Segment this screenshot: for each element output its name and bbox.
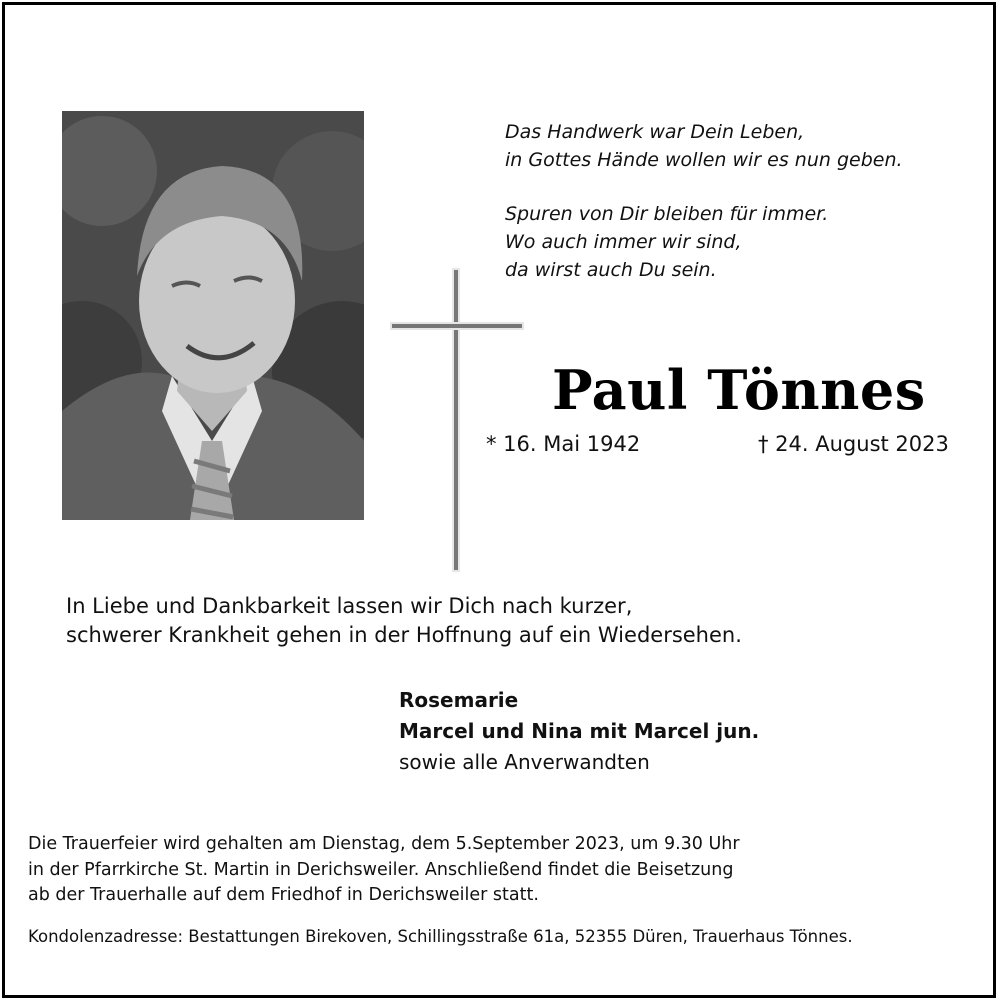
poem-stanza-1 [505,118,903,174]
farewell-message [66,592,742,650]
message-line: In Liebe und Dankbarkeit lassen wir Dich nach kurzer, [66,594,633,618]
poem-line: Das Handwerk war Dein Leben, [505,121,805,143]
poem-line: in Gottes Hände wollen wir es nun geben. [505,149,903,171]
cross-icon [388,266,528,581]
portrait-illustration [62,111,364,520]
poem [505,118,903,284]
message-line: schwerer Krankheit gehen in der Hoffnung auf ein Wiedersehen. [66,623,742,647]
poem-line: Spuren von Dir bleiben für immer. [505,203,829,225]
mourner-relatives: sowie alle Anverwandten [399,750,650,774]
deceased-name: Paul Tönnes [552,358,926,422]
birth-date: * 16. Mai 1942 [486,432,641,456]
poem-stanza-2 [505,200,903,284]
portrait-photo [62,111,364,520]
poem-line: Wo auch immer wir sind, [505,231,742,253]
service-line: in der Pfarrkirche St. Martin in Derichsweiler. Anschließend findet die Beisetzung [28,859,734,880]
mourner-name: Rosemarie [399,688,519,712]
funeral-service-info [28,832,740,909]
mourners [399,685,759,778]
service-line: ab der Trauerhalle auf dem Friedhof in Derichsweiler statt. [28,885,539,905]
service-line: Die Trauerfeier wird gehalten am Dienstag, dem 5.September 2023, um 9.30 Uhr [28,834,740,854]
poem-line: da wirst auch Du sein. [505,259,717,281]
death-date: † 24. August 2023 [758,432,949,456]
condolence-address: Kondolenzadresse: Bestattungen Birekoven, Schillingsstraße 61a, 52355 Düren, Trauerhaus Tönnes. [28,927,853,946]
mourner-name: Marcel und Nina mit Marcel jun. [399,719,760,743]
